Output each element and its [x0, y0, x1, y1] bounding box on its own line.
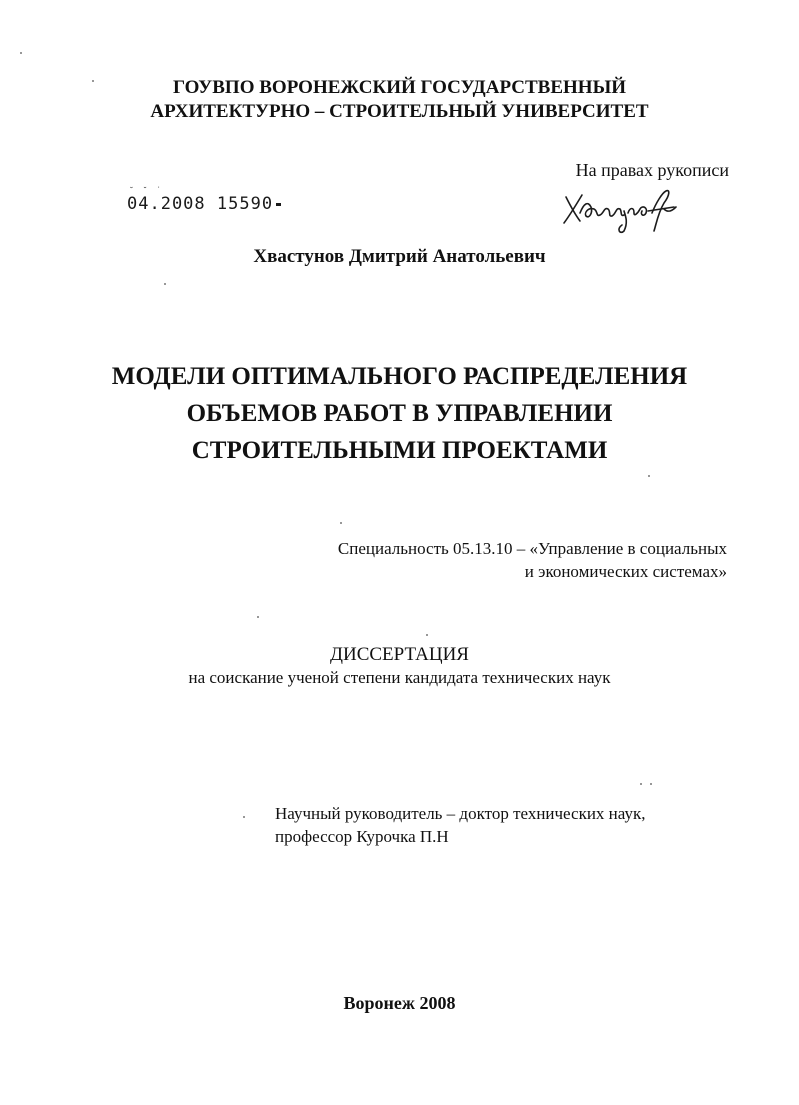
inventory-stamp: [127, 186, 281, 214]
institution-line-2: АРХИТЕКТУРНО – СТРОИТЕЛЬНЫЙ УНИВЕРСИТЕТ: [150, 101, 649, 122]
scan-speck: [650, 783, 652, 785]
title-line-1: МОДЕЛИ ОПТИМАЛЬНОГО РАСПРЕДЕЛЕНИЯ: [111, 363, 688, 390]
institution-line-1: ГОУВПО ВОРОНЕЖСКИЙ ГОСУДАРСТВЕННЫЙ: [172, 77, 627, 98]
scan-speck: [340, 522, 342, 524]
scan-speck: [164, 283, 166, 285]
manuscript-rights-note: На правах рукописи: [575, 160, 729, 180]
specialty-line-2: и экономических системах»: [524, 562, 727, 581]
city-year: Воронеж 2008: [343, 993, 456, 1013]
supervisor-line-1: Научный руководитель – доктор технических наук,: [275, 804, 646, 823]
title-line-3: СТРОИТЕЛЬНЫМИ ПРОЕКТАМИ: [191, 437, 608, 464]
specialty-line-1: Специальность 05.13.10 – «Управление в социальных: [337, 539, 727, 558]
scan-speck: [92, 80, 94, 82]
author-signature: [558, 183, 690, 235]
scan-speck: [257, 616, 259, 618]
stamp-ticks-mark: ˘ ˘ ˙: [129, 186, 164, 195]
scan-speck: [243, 816, 245, 818]
supervisor-line-2: профессор Курочка П.Н: [275, 827, 449, 846]
author-name: Хвастунов Дмитрий Анатольевич: [253, 246, 546, 267]
institution-header: [0, 76, 799, 124]
dissertation-block: [0, 643, 799, 689]
scan-speck: [426, 634, 428, 636]
dissertation-subtitle: на соискание ученой степени кандидата технических наук: [188, 668, 611, 687]
scan-speck: [20, 52, 22, 54]
title-line-2: ОБЪЕМОВ РАБОТ В УПРАВЛЕНИИ: [186, 400, 613, 427]
scan-speck: [640, 783, 642, 785]
inventory-number: 04.2008 15590: [127, 194, 274, 214]
scan-speck: [648, 475, 650, 477]
dissertation-heading: ДИССЕРТАЦИЯ: [330, 644, 469, 665]
dissertation-title: [0, 358, 799, 469]
specialty-block: [338, 537, 727, 583]
stamp-dash-mark: [276, 203, 281, 206]
supervisor-block: [275, 802, 645, 848]
